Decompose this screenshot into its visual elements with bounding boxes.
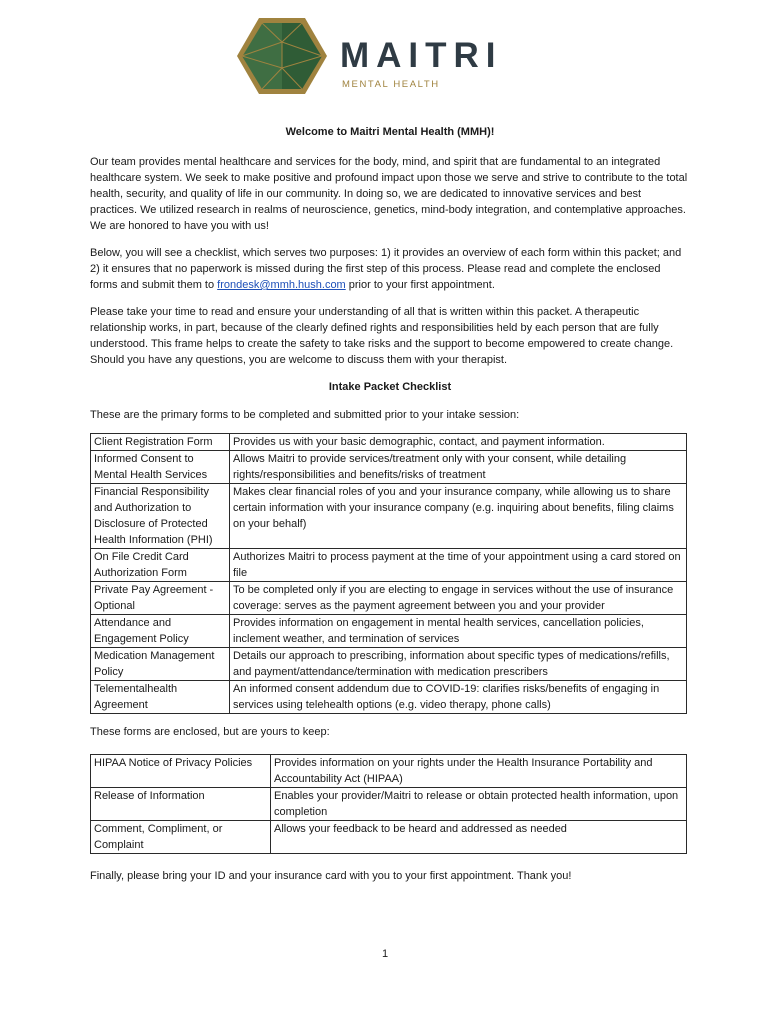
form-description: Details our approach to prescribing, information about specific types of medications/refills, and payment/attendance/termination with medication prescribers [230,648,687,681]
checklist-purpose-paragraph [90,245,690,293]
logo-name: MAITRI [340,36,503,75]
page-number: 1 [381,948,389,960]
table-row [91,615,687,648]
form-description: Provides us with your basic demographic, contact, and payment information. [230,434,687,451]
table-row [91,788,687,821]
page-title: Welcome to Maitri Mental Health (MMH)! [285,126,495,138]
form-name: Attendance and Engagement Policy [91,615,230,648]
table-row [91,821,687,854]
form-name: Financial Responsibility and Authorization to Disclosure of Protected Health Information (PHI) [91,484,230,549]
frontdesk-email-link[interactable]: frondesk@mmh.hush.com [217,279,346,291]
logo-tagline: MENTAL HEALTH [342,79,440,90]
table-row [91,648,687,681]
form-name: Informed Consent to Mental Health Services [91,451,230,484]
table-row [91,484,687,549]
form-name: Client Registration Form [91,434,230,451]
purpose-text-end: prior to your first appointment. [345,279,495,291]
table-row [91,681,687,714]
form-description: Authorizes Maitri to process payment at the time of your appointment using a card stored on file [230,549,687,582]
form-description: Provides information on engagement in mental health services, cancellation policies, inclement weather, and termination of services [230,615,687,648]
table-row [91,755,687,788]
primary-forms-intro: These are the primary forms to be completed and submitted prior to your intake session: [90,409,520,421]
closing-note: Finally, please bring your ID and your insurance card with you to your first appointment. Thank you! [90,870,572,882]
table-row [91,549,687,582]
primary-forms-table [90,433,687,714]
form-name: Telementalhealth Agreement [91,681,230,714]
form-name: Release of Information [91,788,271,821]
form-name: Private Pay Agreement - Optional [91,582,230,615]
checklist-heading: Intake Packet Checklist [328,381,452,393]
form-description: Allows your feedback to be heard and addressed as needed [271,821,687,854]
form-name: Comment, Compliment, or Complaint [91,821,271,854]
form-description: Makes clear financial roles of you and your insurance company, while allowing us to share certain information with your insurance company (e.g. inquiring about benefits, filing claims on your behalf) [230,484,687,549]
table-row [91,582,687,615]
form-description: Allows Maitri to provide services/treatment only with your consent, while detailing rights/responsibilities and benefits/risks of treatment [230,451,687,484]
keep-forms-intro: These forms are enclosed, but are yours to keep: [90,726,330,738]
form-description: To be completed only if you are electing to engage in services without the use of insurance coverage: serves as the payment agreement between you and your provider [230,582,687,615]
letter-body [90,124,690,884]
intro-paragraph: Our team provides mental healthcare and services for the body, mind, and spirit that are fundamental to an integrated healthcare system. We seek to make positive and profound impact upon those we serve and strive to contribute to the total health, security, and quality of life in our community. In doing so, we are dedicated to innovative services and best practices. We utilized research in realms of neuroscience, genetics, mind-body integration, and contemplative approaches. We are honored to have you with us! [90,156,688,232]
form-name: HIPAA Notice of Privacy Policies [91,755,271,788]
form-description: An informed consent addendum due to COVID-19: clarifies risks/benefits of engaging in services using telehealth options (e.g. video therapy, phone calls) [230,681,687,714]
form-name: On File Credit Card Authorization Form [91,549,230,582]
maitri-logo [236,16,526,96]
gem-logo-icon [236,16,328,96]
form-description: Provides information on your rights under the Health Insurance Portability and Accountability Act (HIPAA) [271,755,687,788]
keep-forms-table [90,754,687,854]
table-row [91,451,687,484]
form-name: Medication Management Policy [91,648,230,681]
understanding-paragraph: Please take your time to read and ensure your understanding of all that is written within this packet. A therapeutic relationship works, in part, because of the clearly defined rights and responsibilities held by each person that are fully understood. This frame helps to create the safety to take risks and the support to become empowered to create change. Should you have any questions, you are welcome to discuss them with your therapist. [90,306,674,366]
table-row [91,434,687,451]
form-description: Enables your provider/Maitri to release or obtain protected health information, upon completion [271,788,687,821]
purpose-text-start: Below, you will see a checklist, which serves two purposes: 1) it provides an overview of each form within this packet; and 2) it ensures that no paperwork is missed during the first step of this process. Please read and complete the enclosed forms and submit them to [90,247,682,291]
